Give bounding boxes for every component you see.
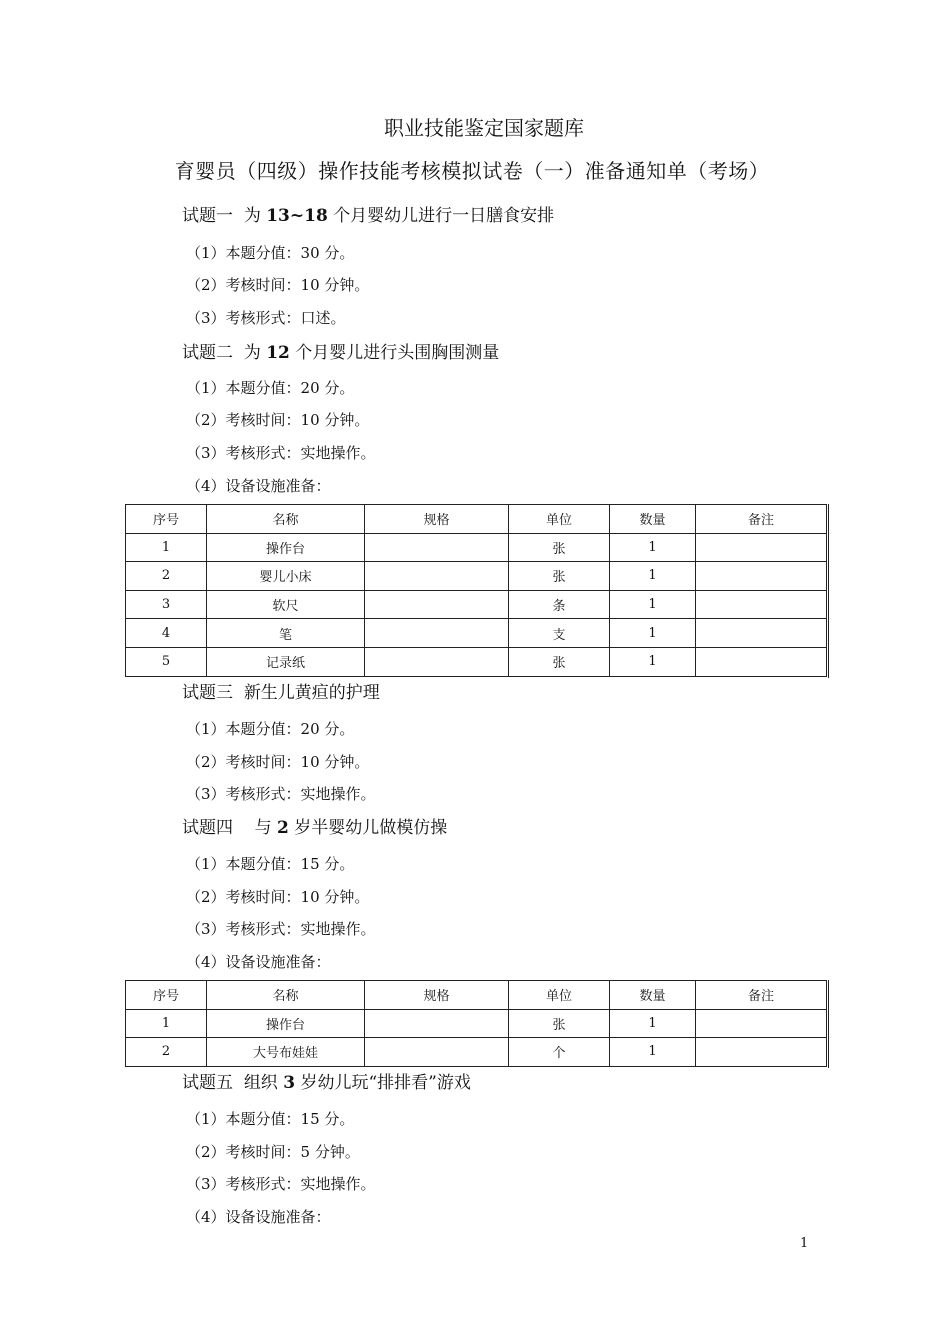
cell-spec <box>365 647 509 676</box>
cell-remark <box>696 533 827 562</box>
question-3-heading: 试题三 新生儿黄疸的护理 <box>182 683 380 703</box>
cell-unit: 条 <box>509 590 610 619</box>
cell-unit: 张 <box>509 562 610 591</box>
q4-equipment-table <box>125 980 827 1067</box>
table-row <box>126 590 827 619</box>
cell-unit: 个 <box>509 1038 610 1067</box>
cell-no: 3 <box>126 590 207 619</box>
cell-remark <box>696 647 827 676</box>
q5-equipment-label: （4）设备设施准备： <box>186 1208 331 1226</box>
q1-format: （3）考核形式：口述。 <box>186 309 346 327</box>
cell-spec <box>365 590 509 619</box>
cell-spec <box>365 533 509 562</box>
header-unit: 单位 <box>509 981 610 1010</box>
table-edge-line <box>826 504 829 678</box>
q4-equipment-label: （4）设备设施准备： <box>186 953 331 971</box>
cell-name: 笔 <box>207 619 365 648</box>
cell-no: 2 <box>126 1038 207 1067</box>
table-row <box>126 1009 827 1038</box>
header-unit: 单位 <box>509 505 610 534</box>
cell-spec <box>365 1038 509 1067</box>
table-row <box>126 619 827 648</box>
q5-score: （1）本题分值：15 分。 <box>186 1110 355 1128</box>
cell-name: 婴儿小床 <box>207 562 365 591</box>
cell-unit: 张 <box>509 1009 610 1038</box>
q4-format: （3）考核形式：实地操作。 <box>186 920 376 938</box>
q5-time: （2）考核时间：5 分钟。 <box>186 1143 360 1161</box>
header-name: 名称 <box>207 505 365 534</box>
cell-name: 记录纸 <box>207 647 365 676</box>
cell-no: 1 <box>126 1009 207 1038</box>
cell-name: 软尺 <box>207 590 365 619</box>
header-remark: 备注 <box>696 505 827 534</box>
cell-qty: 1 <box>610 1009 696 1038</box>
cell-name: 操作台 <box>207 533 365 562</box>
cell-spec <box>365 619 509 648</box>
question-4-heading: 试题四 与 2 岁半婴幼儿做模仿操 <box>182 818 448 838</box>
q1-time: （2）考核时间：10 分钟。 <box>186 276 370 294</box>
header-spec: 规格 <box>365 981 509 1010</box>
q2-time: （2）考核时间：10 分钟。 <box>186 411 370 429</box>
q4-score: （1）本题分值：15 分。 <box>186 855 355 873</box>
cell-no: 2 <box>126 562 207 591</box>
cell-unit: 张 <box>509 533 610 562</box>
header-name: 名称 <box>207 981 365 1010</box>
q2-equipment-table <box>125 504 827 677</box>
header-no: 序号 <box>126 505 207 534</box>
header-qty: 数量 <box>610 505 696 534</box>
header-qty: 数量 <box>610 981 696 1010</box>
cell-unit: 张 <box>509 647 610 676</box>
table-row <box>126 562 827 591</box>
q3-format: （3）考核形式：实地操作。 <box>186 785 376 803</box>
q2-score: （1）本题分值：20 分。 <box>186 379 355 397</box>
question-5-heading: 试题五 组织 3 岁幼儿玩“排排看”游戏 <box>182 1073 471 1093</box>
table-row <box>126 647 827 676</box>
table-row <box>126 1038 827 1067</box>
cell-remark <box>696 590 827 619</box>
cell-remark <box>696 619 827 648</box>
q4-time: （2）考核时间：10 分钟。 <box>186 888 370 906</box>
cell-no: 5 <box>126 647 207 676</box>
q5-format: （3）考核形式：实地操作。 <box>186 1175 376 1193</box>
cell-qty: 1 <box>610 619 696 648</box>
cell-qty: 1 <box>610 1038 696 1067</box>
cell-no: 4 <box>126 619 207 648</box>
cell-qty: 1 <box>610 647 696 676</box>
header-remark: 备注 <box>696 981 827 1010</box>
cell-remark <box>696 1009 827 1038</box>
cell-qty: 1 <box>610 590 696 619</box>
table-header-row <box>126 981 827 1010</box>
table-row <box>126 533 827 562</box>
question-2-heading: 试题二 为 12 个月婴儿进行头围胸围测量 <box>182 343 500 363</box>
cell-qty: 1 <box>610 562 696 591</box>
q3-score: （1）本题分值：20 分。 <box>186 720 355 738</box>
header-no: 序号 <box>126 981 207 1010</box>
cell-no: 1 <box>126 533 207 562</box>
header-spec: 规格 <box>365 505 509 534</box>
q1-score: （1）本题分值：30 分。 <box>186 244 355 262</box>
cell-name: 操作台 <box>207 1009 365 1038</box>
cell-unit: 支 <box>509 619 610 648</box>
page-number: 1 <box>800 1236 809 1251</box>
cell-remark <box>696 562 827 591</box>
q2-format: （3）考核形式：实地操作。 <box>186 444 376 462</box>
table-header-row <box>126 505 827 534</box>
cell-name: 大号布娃娃 <box>207 1038 365 1067</box>
q3-time: （2）考核时间：10 分钟。 <box>186 753 370 771</box>
q2-equipment-label: （4）设备设施准备： <box>186 477 331 495</box>
table-edge-line <box>826 980 829 1068</box>
document-title: 职业技能鉴定国家题库 <box>384 116 584 140</box>
cell-spec <box>365 1009 509 1038</box>
document-subtitle: 育婴员（四级）操作技能考核模拟试卷（一）准备通知单（考场） <box>174 159 770 183</box>
cell-qty: 1 <box>610 533 696 562</box>
question-1-heading: 试题一 为 13~18 个月婴幼儿进行一日膳食安排 <box>182 206 555 226</box>
cell-spec <box>365 562 509 591</box>
cell-remark <box>696 1038 827 1067</box>
